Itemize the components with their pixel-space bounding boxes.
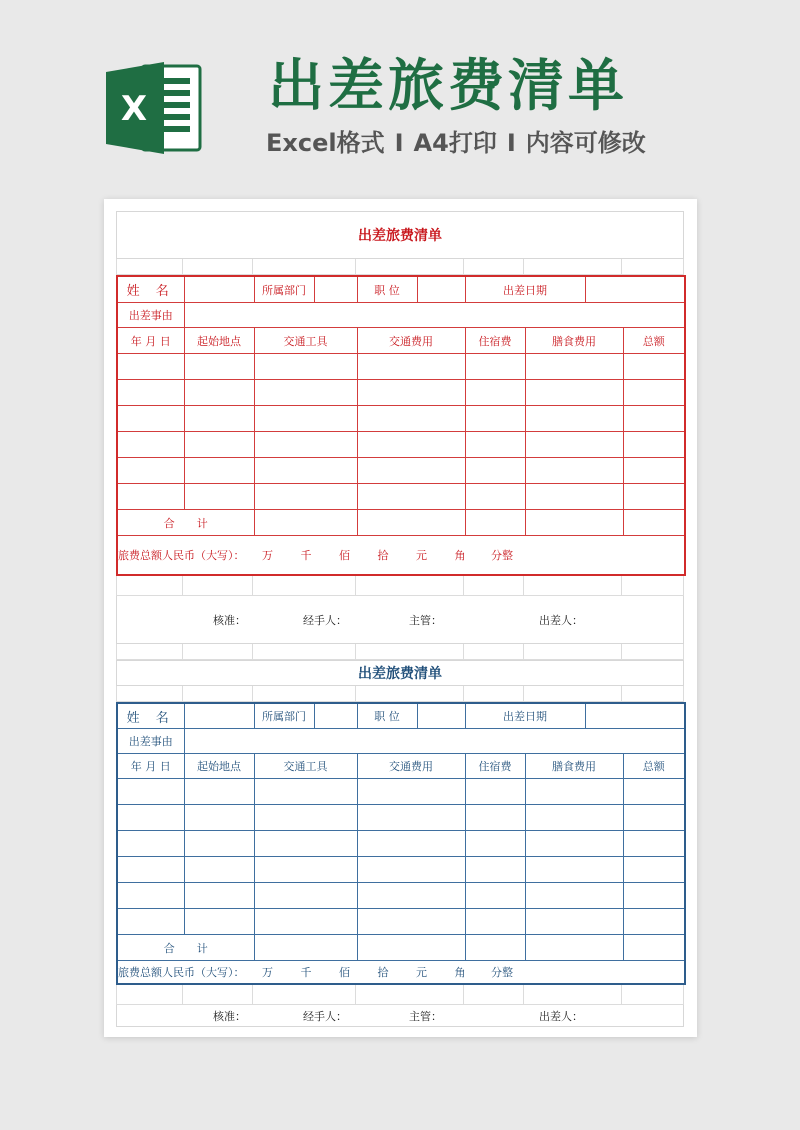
table-row	[117, 779, 685, 805]
position-cell[interactable]	[417, 703, 465, 729]
unit-bai: 佰	[339, 549, 350, 562]
total-label: 合 计	[117, 510, 254, 536]
supervisor-label: 主管：	[409, 1009, 442, 1023]
unit-qian: 千	[300, 549, 312, 562]
excel-logo-icon	[104, 58, 204, 158]
table-row	[117, 380, 685, 406]
table-row	[117, 805, 685, 831]
subtitle	[266, 128, 646, 158]
total-in-words[interactable]	[117, 536, 685, 576]
travel-expense-form-red	[116, 275, 686, 576]
approve-label: 核准：	[213, 613, 246, 627]
department-label: 所属部门	[254, 276, 314, 303]
spreadsheet	[116, 211, 684, 1027]
unit-jiao: 角	[454, 966, 466, 979]
position-cell[interactable]	[417, 276, 465, 303]
unit-yuan: 元	[416, 966, 427, 979]
form-title-blue: 出差旅费清单	[116, 660, 684, 686]
grid-strip	[116, 686, 684, 702]
table-row	[117, 909, 685, 935]
handler-label: 经手人：	[303, 613, 347, 627]
reason-cell[interactable]	[184, 729, 685, 754]
subtitle-format: Excel格式	[266, 129, 385, 157]
name-cell[interactable]	[184, 276, 254, 303]
traveler-label: 出差人：	[539, 1009, 583, 1023]
travel-date-cell[interactable]	[585, 703, 685, 729]
col-route: 起始地点	[184, 328, 254, 354]
unit-shi: 拾	[377, 549, 389, 562]
name-label: 姓 名	[117, 276, 184, 303]
col-date: 年 月 日	[117, 754, 184, 779]
table-row	[117, 484, 685, 510]
table-row	[117, 458, 685, 484]
department-cell[interactable]	[314, 276, 357, 303]
col-transport: 交通工具	[254, 754, 357, 779]
col-route: 起始地点	[184, 754, 254, 779]
col-lodging: 住宿费	[465, 328, 525, 354]
total-label: 合 计	[117, 935, 254, 961]
col-meals: 膳食费用	[525, 328, 623, 354]
signature-row	[116, 596, 684, 644]
reason-cell[interactable]	[184, 303, 685, 328]
total-words-prefix: 旅费总额人民币（大写）：	[118, 966, 245, 979]
page-title: 出差旅费清单	[268, 54, 628, 119]
table-row	[117, 354, 685, 380]
grid-strip	[116, 576, 684, 596]
unit-wan: 万	[262, 549, 273, 562]
travel-date-cell[interactable]	[585, 276, 685, 303]
table-row	[117, 857, 685, 883]
total-in-words[interactable]	[117, 961, 685, 985]
unit-wan: 万	[262, 966, 273, 979]
department-label: 所属部门	[254, 703, 314, 729]
signature-row	[116, 1005, 684, 1027]
logo-letter: X	[120, 89, 148, 129]
total-words-prefix: 旅费总额人民币（大写）：	[118, 549, 245, 562]
table-row	[117, 883, 685, 909]
travel-date-label: 出差日期	[465, 276, 585, 303]
supervisor-label: 主管：	[409, 613, 442, 627]
traveler-label: 出差人：	[539, 613, 583, 627]
table-row	[117, 432, 685, 458]
reason-label: 出差事由	[117, 729, 184, 754]
travel-expense-form-blue	[116, 702, 686, 985]
grid-strip	[116, 644, 684, 660]
col-transport-cost: 交通费用	[357, 754, 465, 779]
unit-shi: 拾	[377, 966, 389, 979]
unit-fen: 分整	[491, 966, 513, 979]
form-title-red: 出差旅费清单	[116, 211, 684, 259]
col-meals: 膳食费用	[525, 754, 623, 779]
unit-bai: 佰	[339, 966, 350, 979]
subtitle-separator: I	[506, 129, 516, 157]
grid-strip	[116, 259, 684, 275]
handler-label: 经手人：	[303, 1009, 347, 1023]
col-total: 总额	[623, 328, 685, 354]
subtitle-print: A4打印	[413, 129, 497, 157]
document-page	[104, 199, 697, 1037]
table-row	[117, 831, 685, 857]
travel-date-label: 出差日期	[465, 703, 585, 729]
reason-label: 出差事由	[117, 303, 184, 328]
subtitle-separator: I	[394, 129, 404, 157]
subtitle-editable: 内容可修改	[525, 129, 646, 157]
grid-strip	[116, 985, 684, 1005]
unit-fen: 分整	[491, 549, 513, 562]
col-transport-cost: 交通费用	[357, 328, 465, 354]
col-transport: 交通工具	[254, 328, 357, 354]
position-label: 职 位	[357, 703, 417, 729]
table-row	[117, 406, 685, 432]
name-label: 姓 名	[117, 703, 184, 729]
unit-qian: 千	[300, 966, 312, 979]
col-date: 年 月 日	[117, 328, 184, 354]
position-label: 职 位	[357, 276, 417, 303]
col-total: 总额	[623, 754, 685, 779]
name-cell[interactable]	[184, 703, 254, 729]
approve-label: 核准：	[213, 1009, 246, 1023]
unit-jiao: 角	[454, 549, 466, 562]
department-cell[interactable]	[314, 703, 357, 729]
unit-yuan: 元	[416, 549, 427, 562]
col-lodging: 住宿费	[465, 754, 525, 779]
